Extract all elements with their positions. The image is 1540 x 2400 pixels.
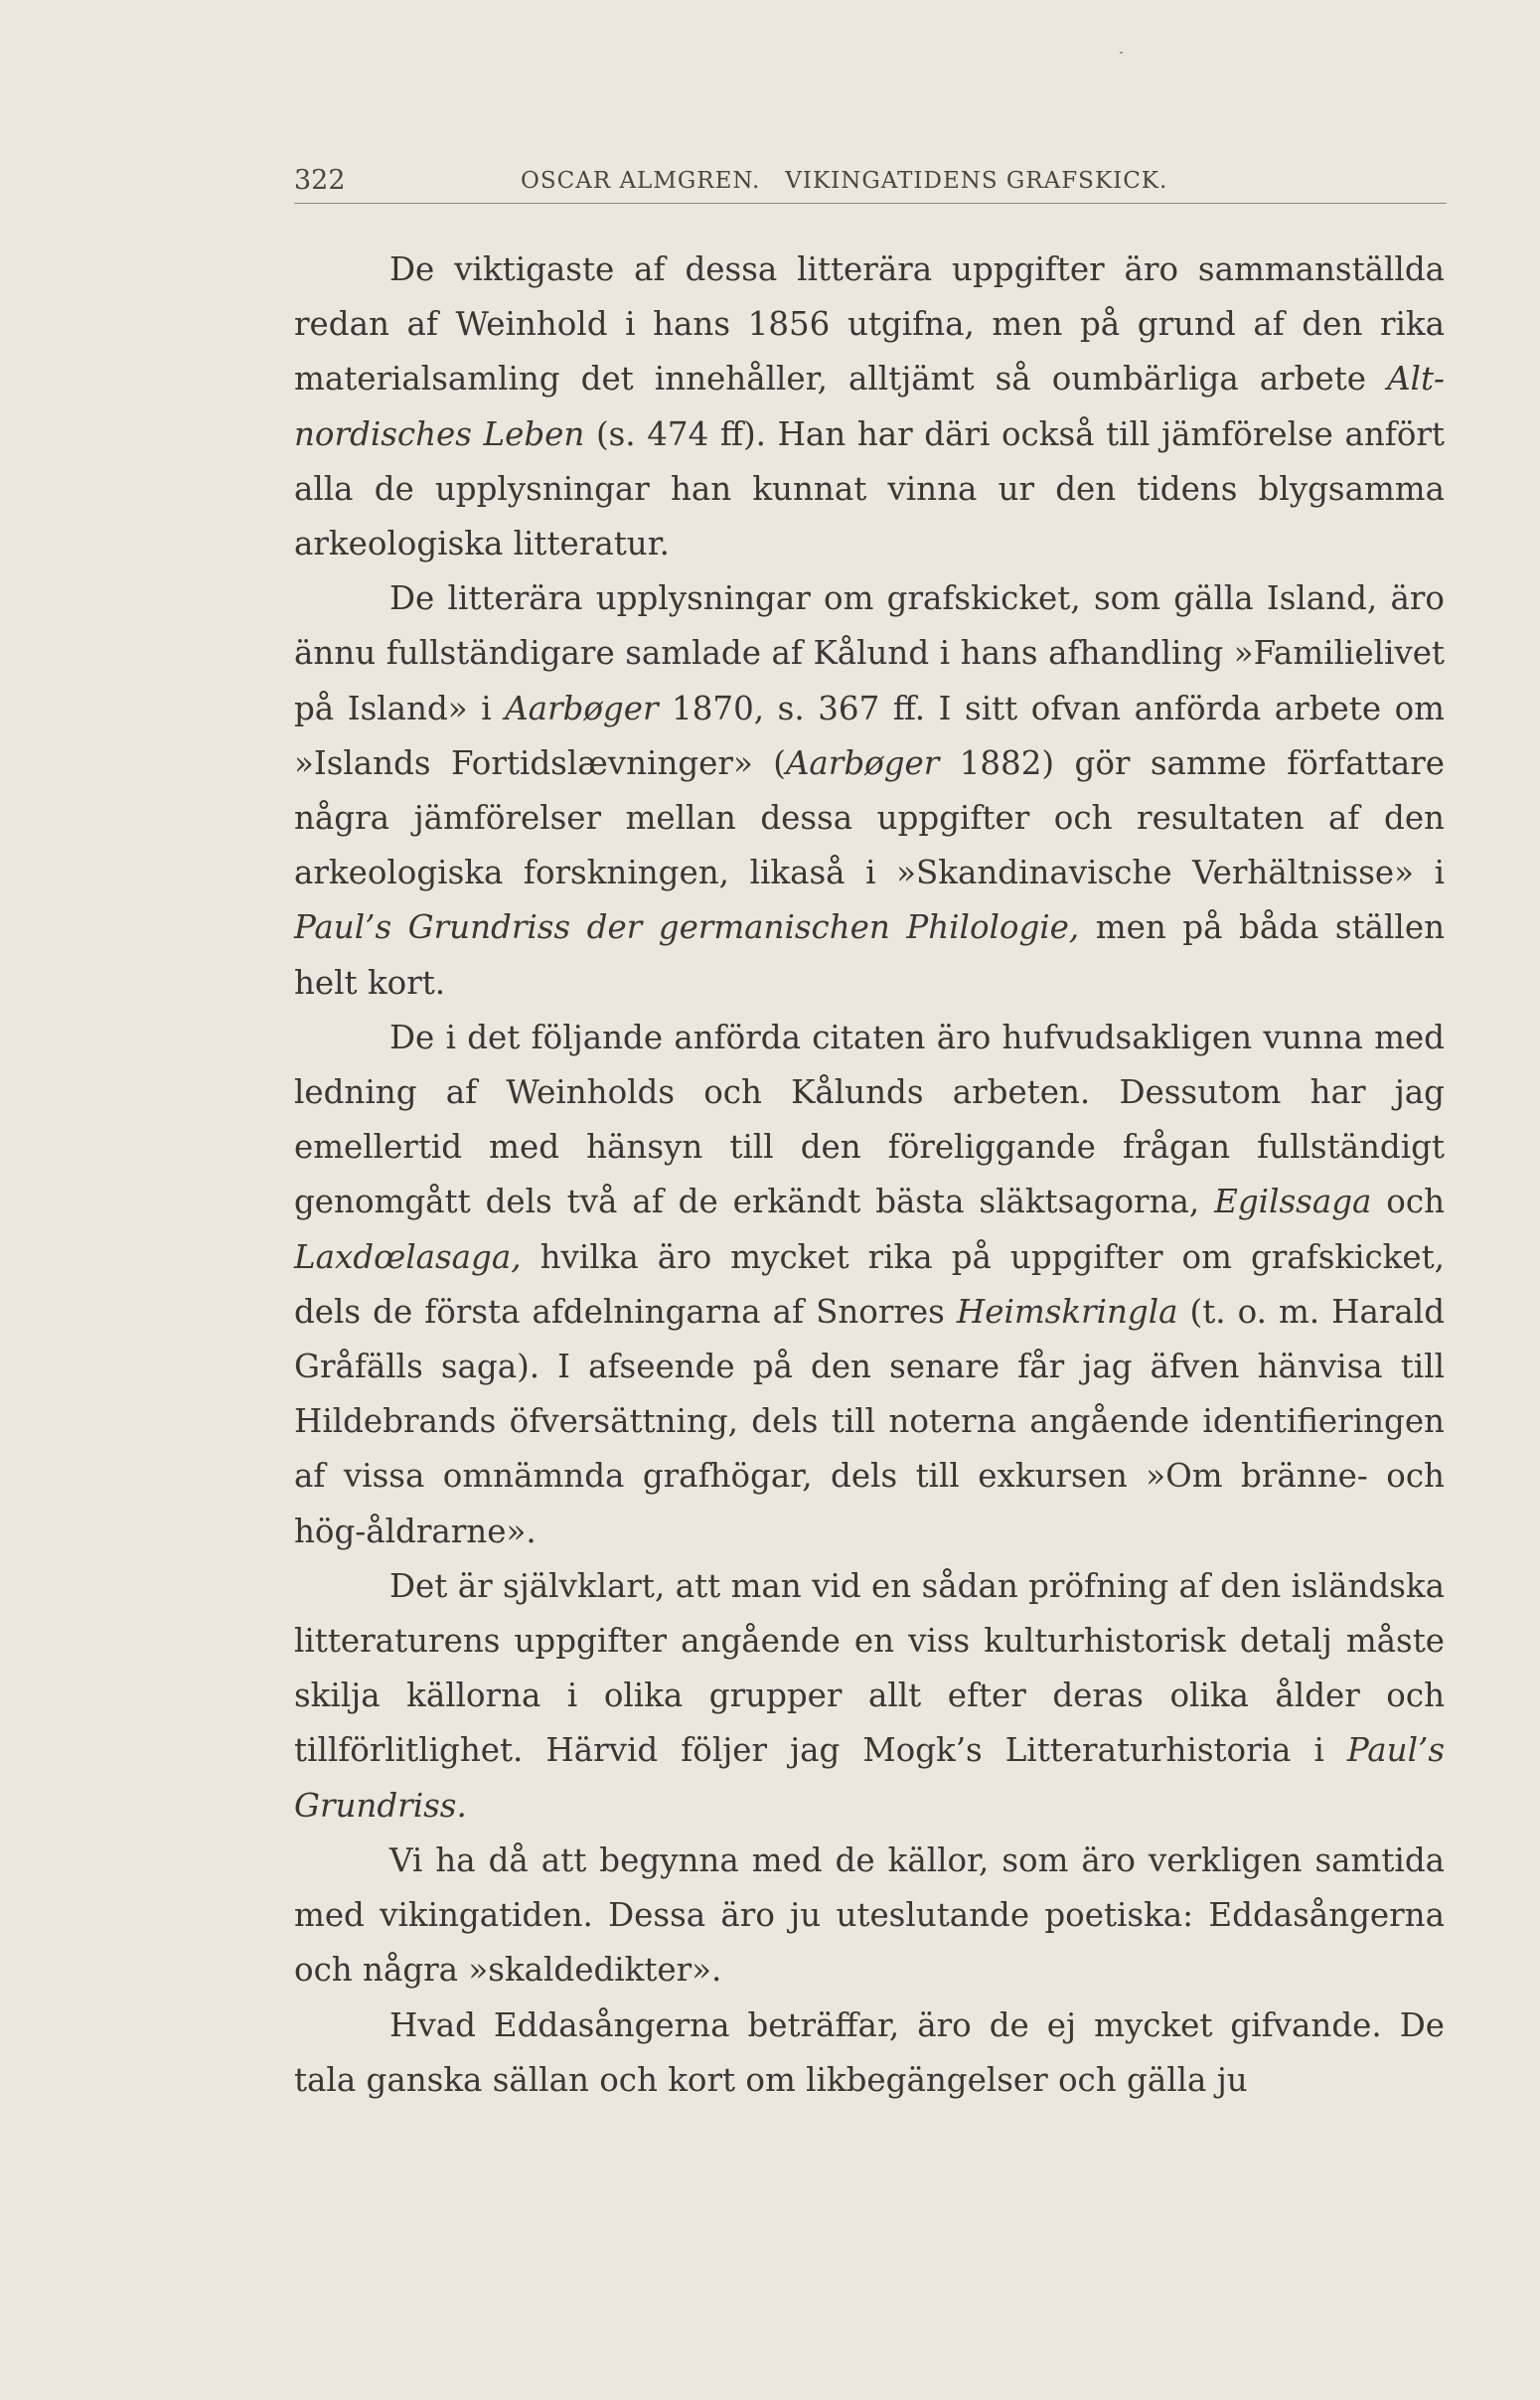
text-span: 1882) gör samme författare några jämförelser mellan dessa uppgifter och resultaten af den arkeologiska forskningen, likaså i »Skandinavische Verhältnisse» i [294, 743, 1445, 892]
italic-title: Paul’s Grundriss. [294, 1731, 1445, 1825]
page-number: 322 [294, 165, 346, 196]
italic-title: Aarbøger [785, 743, 940, 782]
text-span: (t. o. m. Harald Gråfälls saga). I afseende på den senare får jag äfven hänvisa till Hildebrands öfversättning, dels till noterna angående identifieringen af vissa omnämnda grafhögar, dels till exkursen »Om bränne- och hög-åldrarne». [294, 1292, 1445, 1550]
paragraph [294, 1834, 1445, 1999]
body-text [294, 242, 1445, 2108]
italic-title: Heimskringla [956, 1292, 1178, 1331]
text-span: Det är självklart, att man vid en sådan pröfning af den isländska litteraturens uppgifter angående en viss kulturhistorisk detalj måste skilja källorna i olika grupper allt efter deras olika ålder och tillförlitlighet. Härvid följer jag Mogk’s Litteraturhistoria i [294, 1566, 1445, 1770]
text-span: (s. 474 ff). Han har däri också till jämförelse anfört alla de upplysningar han kunnat vinna ur den tidens blygsamma arkeologiska litteratur. [294, 414, 1445, 563]
running-head: OSCAR ALMGREN. VIKINGATIDENS GRAFSKICK. [521, 168, 1168, 194]
italic-title: Paul’s Grundriss der germanischen Philologie, [294, 908, 1080, 947]
italic-title: Altnordisches Leben [294, 360, 1445, 453]
text-span: De i det följande anförda citaten äro hufvudsakligen vunna med ledning af Weinholds och Kålunds arbeten. Dessutom har jag emellertid med hänsyn till den föreliggande frågan fullständigt genomgått dels två af de erkändt bästa släktsagorna, [294, 1018, 1445, 1221]
paragraph [294, 1011, 1445, 1559]
text-span: Vi ha då att begynna med de källor, som äro verkligen samtida med vikingatiden. Dessa äro ju uteslutande poetiska: Eddasångerna och några »skaldedikter». [294, 1840, 1445, 1990]
text-span: Hvad Eddasångerna beträffar, äro de ej mycket gifvande. De tala ganska sällan och kort om likbegängelser och gälla ju [294, 2005, 1445, 2099]
paper-speck [1120, 52, 1123, 54]
italic-title: Egilssaga [1214, 1183, 1372, 1221]
paragraph [294, 242, 1445, 571]
paragraph [294, 571, 1445, 1011]
page-header [294, 159, 1447, 204]
paragraph [294, 1999, 1445, 2108]
text-span: hvilka äro mycket rika på uppgifter om grafskicket, dels de första afdelningarna af Snorres [294, 1237, 1445, 1331]
text-span: De viktigaste af dessa litterära uppgifter äro sammanställda redan af Weinhold i hans 1856 utgifna, men på grund af den rika materialsamling det innehåller, alltjämt så oumbärliga arbete [294, 250, 1445, 399]
italic-title: Laxdœlasaga, [294, 1237, 522, 1276]
text-span: och [1371, 1183, 1445, 1221]
text-span: men på båda ställen helt kort. [294, 908, 1445, 1002]
text-span: 1870, s. 367 ff. I sitt ofvan anförda arbete om »Islands Fortidslævninger» ( [294, 689, 1445, 782]
paragraph [294, 1559, 1445, 1834]
italic-title: Aarbøger [505, 689, 659, 727]
text-span: De litterära upplysningar om grafskicket, som gälla Island, äro ännu fullständigare samlade af Kålund i hans afhandling »Familielivet på Island» i [294, 579, 1445, 727]
